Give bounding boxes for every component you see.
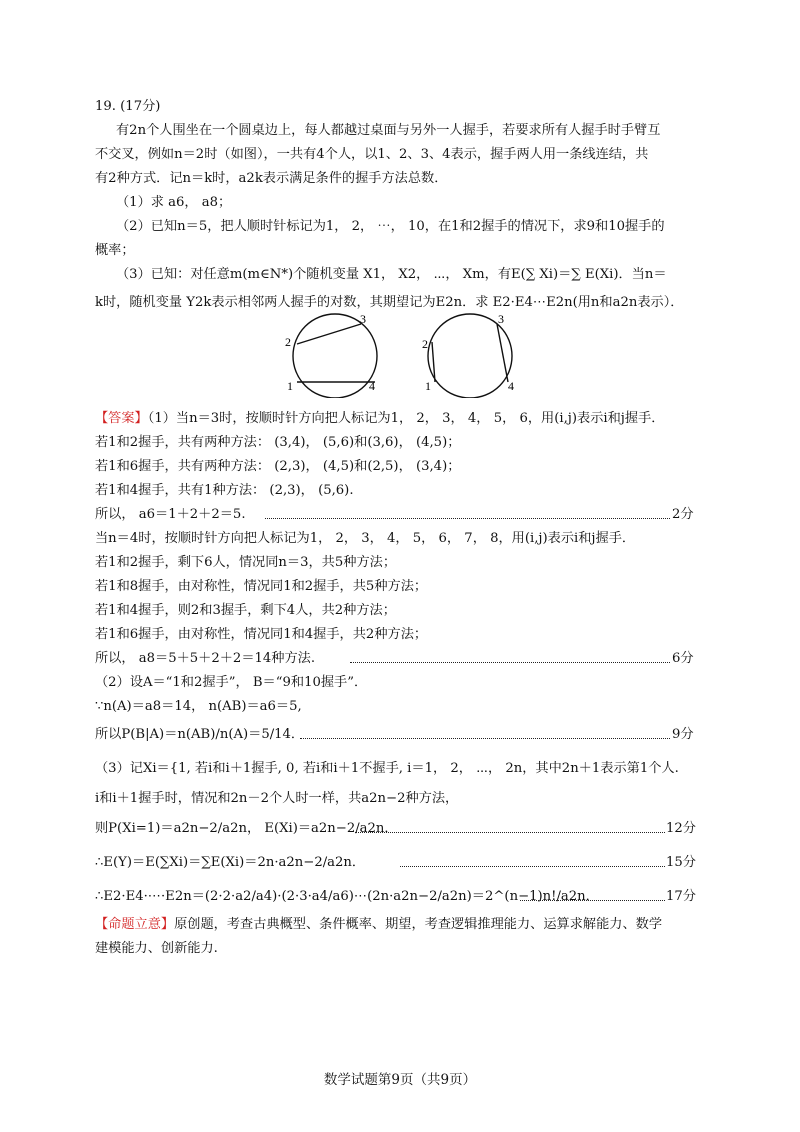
problem-line: 不交叉，例如n＝2时（如图），一共有4个人，以1、2、3、4表示，握手两人用一条线连结，共 [95,147,649,162]
problem-line: 有2种方式．记n＝k时，a2k表示满足条件的握手方法总数． [95,171,448,186]
handshake-figures [275,312,535,398]
score-leader [400,866,665,867]
intent-text: 原创题，考查古典概型、条件概率、期望，考查逻辑推理能力、运算求解能力、数学 [174,917,663,932]
answer-tag: 【答案】 [95,411,148,426]
answer-line: ∴E(Y)＝E(∑Xi)＝∑E(Xi)＝2n·a2n−2/a2n． [95,855,366,870]
answer-line: 若1和6握手，由对称性，情况同1和4握手，共2种方法； [95,627,428,642]
answer-line: ∴E2·E4·⋯·E2n＝(2·2·a2/a4)·(2·3·a4/a6)⋯(2n·a2n−2/a2n)＝2^(n−1)n!/a2n． [95,889,599,904]
answer-line [95,410,664,428]
score-leader [300,738,670,739]
score-mark: 12分 [666,821,696,836]
intent-line [95,916,662,934]
problem-line: 有2n个人围坐在一个圆桌边上，每人都越过桌面与另外一人握手，若要求所有人握手时手臂互 [116,123,661,138]
left-circle [293,314,377,398]
right-label-4: 4 [508,379,514,393]
page-footer: 数学试题第9页（共9页） [323,1072,477,1088]
question-3: （3）已知：对任意m(m∈N*)个随机变量 X1， X2， ⋯， Xm，有E(∑ Xi)＝∑ E(Xi)．当n＝ [116,267,667,282]
score-mark: 17分 [666,889,696,904]
intent-tag: 【命题立意】 [95,917,175,932]
answer-line: 若1和2握手，剩下6人，情况同n＝3，共5种方法； [95,555,397,570]
left-label-3: 3 [360,312,366,326]
score-leader [355,832,665,833]
left-chord-2-3 [297,324,361,344]
question-1: （1）求 a6， a8； [116,195,232,210]
score-leader [265,518,670,519]
answer-line: 所以P(B|A)＝n(AB)/n(A)＝5/14． [95,727,305,742]
answer-line: （2）设A＝“1和2握手”， B＝“9和10握手”． [95,675,368,690]
problem-header: 19. (17分) [95,99,161,114]
score-mark: 2分 [672,507,694,522]
right-circle [428,314,512,398]
answer-line: 若1和2握手，共有两种方法： (3,4)， (5,6)和(3,6)， (4,5)； [95,435,461,450]
answer-line: 则P(Xi=1)＝a2n−2/a2n， E(Xi)＝a2n−2/a2n． [95,821,398,836]
score-mark: 9分 [672,727,694,742]
answer-line: i和i＋1握手时，情况和2n－2个人时一样，共a2n−2种方法， [95,791,459,806]
answer-line: 若1和4握手，则2和3握手，剩下4人，共2种方法； [95,603,396,618]
answer-line: ∵n(A)＝a8＝14， n(AB)＝a6＝5, [95,699,302,714]
question-3-cont: k时，随机变量 Y2k表示相邻两人握手的对数，其期望记为E2n．求 E2·E4⋯E2n(用n和a2n表示）． [95,295,684,310]
question-2: （2）已知n＝5，把人顺时针标记为1， 2， ⋯， 10，在1和2握手的情况下，求9和10握手的 [116,219,665,234]
right-label-1: 1 [425,379,431,393]
answer-line: 若1和6握手，共有两种方法： (2,3)， (4,5)和(2,5)， (3,4)； [95,459,461,474]
left-label-4: 4 [369,379,375,393]
question-2-cont: 概率； [95,243,135,258]
answer-line: （3）记Xi＝{1, 若i和i＋1握手, 0, 若i和i＋1不握手, i＝1， 2， ⋯， 2n，其中2n＋1表示第1个人. [95,761,679,776]
answer-line: 所以， a8＝5＋5＋2＋2＝14种方法. [95,651,316,666]
score-leader [520,900,665,901]
score-leader [350,662,670,663]
score-mark: 6分 [672,651,694,666]
answer-line: 所以， a6＝1＋2＋2＝5. [95,507,246,522]
left-label-2: 2 [285,335,291,349]
score-mark: 15分 [666,855,696,870]
right-chord-3-4 [497,324,508,382]
left-label-1: 1 [287,379,293,393]
answer-text: （1）当n＝3时，按顺时针方向把人标记为1， 2， 3， 4， 5， 6，用(i,j)表示i和j握手． [147,411,665,426]
answer-line: 当n＝4时，按顺时针方向把人标记为1， 2， 3， 4， 5， 6， 7， 8，用(i,j)表示i和j握手． [95,531,636,546]
answer-line: 若1和8握手，由对称性，情况同1和2握手，共5种方法； [95,579,428,594]
right-label-3: 3 [498,312,504,326]
intent-line: 建模能力、创新能力. [95,941,218,956]
right-label-2: 2 [422,337,428,351]
answer-line: 若1和4握手，共有1种方法： (2,3)， (5,6). [95,483,354,498]
